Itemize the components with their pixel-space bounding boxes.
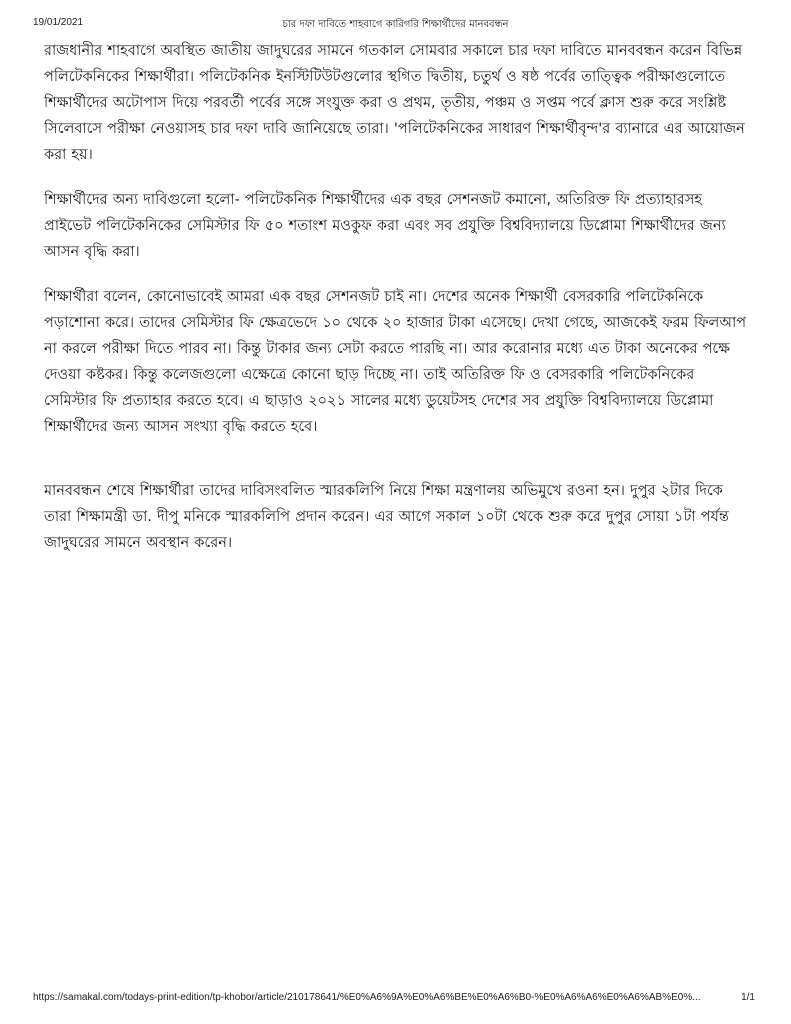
- article-paragraph-2: শিক্ষার্থীদের অন্য দাবিগুলো হলো- পলিটেকনিক শিক্ষার্থীদের এক বছর সেশনজট কমানো, অতিরিক্ত ফি প্রত্যাহারসহ প্রাইভেট পলিটেকনিকের সেমিস্টার ফি ৫০ শতাংশ মওকুফ করা এবং সব প্রযুক্তি বিশ্ববিদ্যালয়ে ডিপ্লোমা শিক্ষার্থীদের জন্য আসন বৃদ্ধি করা।: [44, 192, 726, 260]
- print-header: [0, 0, 791, 34]
- print-date: 19/01/2021: [33, 17, 84, 28]
- print-footer: [0, 988, 791, 1008]
- page-number: 1/1: [741, 992, 755, 1003]
- article-paragraph-3: শিক্ষার্থীরা বলেন, কোনোভাবেই আমরা এক বছর সেশনজট চাই না। দেশের অনেক শিক্ষার্থী বেসরকারি পলিটেকনিকে পড়াশোনা করে। তাদের সেমিস্টার ফি ক্ষেত্রভেদে ১০ থেকে ২০ হাজার টাকা এসেছে। দেখা গেছে, আজকেই ফরম ফিলআপ না করলে পরীক্ষা দিতে পারব না। কিন্তু টাকার জন্য সেটা করতে পারছি না। আর করোনার মধ্যে এত টাকা অনেকের পক্ষে দেওয়া কষ্টকর। কিন্তু কলেজগুলো এক্ষেত্রে কোনো ছাড় দিচ্ছে না। তাই অতিরিক্ত ফি ও বেসরকারি পলিটেকনিকের সেমিস্টার ফি প্রত্যাহার করতে হবে। এ ছাড়াও ২০২১ সালের মধ্যে ডুয়েটসহ দেশের সব প্রযুক্তি বিশ্ববিদ্যালয়ে ডিপ্লোমা শিক্ষার্থীদের জন্য আসন সংখ্যা বৃদ্ধি করতে হবে।: [44, 289, 747, 435]
- article-paragraph-1: রাজধানীর শাহবাগে অবস্থিত জাতীয় জাদুঘরের সামনে গতকাল সোমবার সকালে চার দফা দাবিতে মানববন্ধন করেন বিভিন্ন পলিটেকনিকের শিক্ষার্থীরা। পলিটেকনিক ইনস্টিটিউটগুলোর স্থগিত দ্বিতীয়, চতুর্থ ও ষষ্ঠ পর্বের তাত্ত্বিক পরীক্ষাগুলোতে শিক্ষার্থীদের অটোপাস দিয়ে পরবর্তী পর্বের সঙ্গে সংযুক্ত করা ও প্রথম, তৃতীয়, পঞ্চম ও সপ্তম পর্বে ক্লাস শুরু করে সংশ্লিষ্ট সিলেবাসে পরীক্ষা নেওয়াসহ চার দফা দাবি জানিয়েছে তারা। 'পলিটেকনিকের সাধারণ শিক্ষার্থীবৃন্দ'র ব্যানারে এর আয়োজন করা হয়।: [44, 43, 745, 163]
- article-paragraph-4: মানববন্ধন শেষে শিক্ষার্থীরা তাদের দাবিসংবলিত স্মারকলিপি নিয়ে শিক্ষা মন্ত্রণালয় অভিমুখে রওনা হন। দুপুর ২টার দিকে তারা শিক্ষামন্ত্রী ডা. দীপু মনিকে স্মারকলিপি প্রদান করেন। এর আগে সকাল ১০টা থেকে শুরু করে দুপুর সোয়া ১টা পর্যন্ত জাদুঘরের সামনে অবস্থান করেন।: [44, 483, 729, 551]
- source-url[interactable]: https://samakal.com/todays-print-edition/tp-khobor/article/210178641/%E0%A6%9A%E0%A6%BE%E0%A6%B0-%E0%A6%A6%E0%A6%AB%E0%...: [33, 992, 701, 1003]
- article-body: [44, 38, 752, 575]
- page-title: চার দফা দাবিতে শাহবাগে কারিগরি শিক্ষার্থীদের মানববন্ধন: [282, 19, 509, 30]
